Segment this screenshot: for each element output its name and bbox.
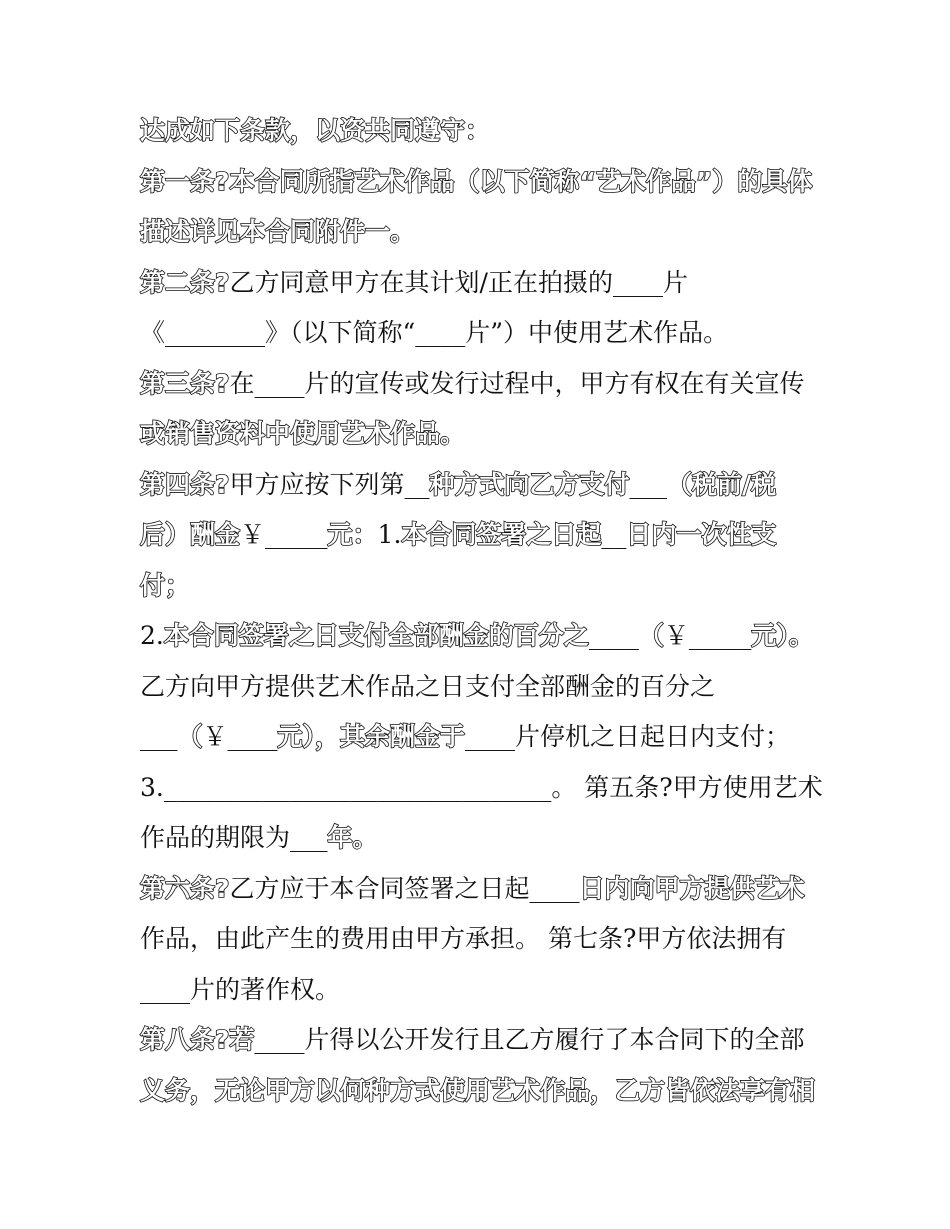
text-segment: 1. [377, 520, 402, 549]
text-segment: 元）。 [751, 621, 814, 650]
text-segment: ____片得以公开发行且乙方履行了本合同下的全部 [254, 1025, 805, 1054]
contract-line [140, 510, 830, 561]
contract-line [140, 359, 830, 410]
text-segment: 种方式向乙方支付 [429, 469, 630, 499]
text-segment: ___ [629, 469, 668, 499]
text-segment: ____片的著作权。 [140, 974, 341, 1004]
contract-line [140, 864, 830, 915]
text-segment: 乙方应于本合同签署之日起____ [229, 873, 580, 903]
text-segment: 甲方应按下列第__ [229, 469, 430, 499]
text-segment: 第二条? [140, 267, 230, 297]
contract-line [140, 157, 830, 208]
text-segment: 2. [140, 621, 164, 650]
text-segment: 乙方同意甲方在其计划/正在拍摄的____片 [229, 267, 688, 297]
text-segment: 元），其余酬金于 [277, 722, 466, 751]
text-segment: 作品，由此产生的费用由甲方承担。 第七条?甲方依法拥有 [140, 924, 787, 953]
text-segment: 日内向甲方提供艺术 [579, 873, 805, 903]
text-segment: ￥_____ [240, 520, 328, 549]
contract-line [140, 813, 830, 864]
text-segment: ￥____ [202, 722, 278, 751]
text-segment: 达成如下条款，以资共同遵守： [140, 116, 491, 145]
text-segment: 本合同签署之日支付全部酬金的百分之 [163, 621, 589, 650]
text-segment: 或销售资料中使用艺术作品。 [140, 419, 466, 448]
text-segment: 《________》（以下简称“____片”）中使用艺术作品。 [140, 318, 729, 347]
text-segment: 在____片的宣传或发行过程中，甲方有权在有关宣传 [229, 368, 805, 398]
text-segment: 元： [327, 520, 378, 549]
text-segment: 后）酬金 [140, 520, 241, 549]
text-segment: （税前/税 [667, 469, 777, 499]
text-segment: （ [638, 621, 664, 650]
contract-line [140, 308, 830, 359]
text-segment: （ [177, 722, 203, 751]
contract-line [140, 712, 830, 763]
text-segment: 乙方向甲方提供艺术作品之日支付全部酬金的百分之 [140, 671, 716, 701]
text-segment: 付； [140, 570, 191, 600]
text-segment: ____片停机之日起日内支付； [465, 722, 791, 751]
text-segment: ___ [140, 722, 178, 751]
text-segment: 描述详见本合同附件一。 [140, 217, 416, 246]
text-segment: 年。 [327, 823, 378, 852]
contract-line [140, 207, 830, 258]
contract-line [140, 106, 830, 157]
contract-line [140, 763, 830, 814]
text-segment: 3._______________________________。 第五条?甲方使用艺术 [140, 772, 823, 802]
contract-line [140, 611, 830, 662]
text-segment: 日内一次性支 [626, 520, 777, 549]
text-segment: 第四条? [140, 469, 230, 499]
text-segment: 第一条?本合同所指艺术作品（以下简称“艺术作品”）的具体 [140, 166, 813, 196]
contract-line [140, 965, 830, 1016]
contract-line [140, 561, 830, 612]
text-segment: __ [601, 520, 627, 549]
contract-line [140, 460, 830, 511]
text-segment: ____ [588, 621, 639, 650]
contract-line [140, 409, 830, 460]
contract-line [140, 258, 830, 309]
text-segment: 义务，无论甲方以何种方式使用艺术作品，乙方皆依法享有相 [140, 1075, 816, 1105]
text-segment: ￥_____ [663, 621, 752, 650]
contract-line [140, 1066, 830, 1117]
text-segment: 第六条? [140, 873, 230, 903]
contract-body [140, 106, 830, 1116]
contract-line [140, 1015, 830, 1066]
text-segment: 本合同签署之日起 [401, 520, 602, 549]
text-segment: 第三条? [140, 368, 230, 398]
text-segment: 作品的期限为___ [140, 823, 328, 852]
contract-line [140, 662, 830, 713]
text-segment: 第八条?若 [140, 1025, 255, 1054]
contract-line [140, 914, 830, 965]
